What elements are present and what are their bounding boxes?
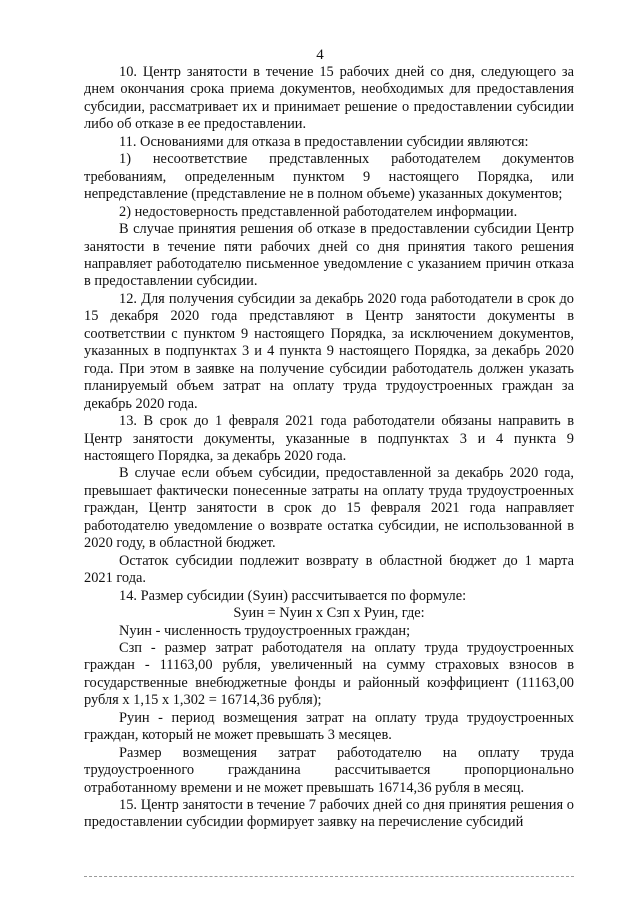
paragraph-14: 14. Размер субсидии (Sуин) рассчитывается по формуле:: [119, 587, 467, 604]
paragraph-11-item-1: 1) несоответствие представленных работодателем документов требованиям, определенным пунктом 9 настоящего Порядка, или непредставление (представление не в полном объеме) указанных документов;: [84, 151, 574, 203]
page-number: 4: [316, 47, 324, 63]
paragraph-11: 11. Основаниями для отказа в предоставлении субсидии являются:: [119, 133, 529, 150]
paragraph-15: 15. Центр занятости в течение 7 рабочих дней со дня принятия решения о предоставлении субсидии формирует заявку на перечисление субсидий: [84, 797, 574, 831]
definition-nuin: Nуин - численность трудоустроенных граждан;: [119, 622, 411, 639]
paragraph-refusal-notice: В случае принятия решения об отказе в предоставлении субсидии Центр занятости в течение пяти рабочих дней со дня принятия такого решения направляет работодателю письменное уведомление с указанием причин отказа в предоставлении субсидии.: [84, 221, 574, 290]
definition-szp: Сзп - размер затрат работодателя на оплату труда трудоустроенных граждан - 11163,00 рубля, увеличенный на сумму страховых взносов в государственные внебюджетные фонды и районный коэффициент (11163,00 рубля х 1,15 х 1,302 = 16714,36 рубля);: [84, 639, 574, 709]
paragraph-reimbursement-limit: Размер возмещения затрат работодателю на оплату труда трудоустроенного гражданина рассчитывается пропорционально отработанному времени и не может превышать 16714,36 рубля в месяц.: [84, 744, 574, 796]
paragraph-13: 13. В срок до 1 февраля 2021 года работодатели обязаны направить в Центр занятости документы, указанные в подпунктах 3 и 4 пункта 9 настоящего Порядка, за декабрь 2020 года.: [84, 413, 574, 464]
bottom-divider: [84, 876, 574, 877]
paragraph-10: 10. Центр занятости в течение 15 рабочих дней со дня, следующего за днем окончания срока приема документов, необходимых для предоставления субсидии, рассматривает их и принимает решение о предоставлении субсидии либо об отказе в ее предоставлении.: [84, 64, 574, 133]
paragraph-13-return: Остаток субсидии подлежит возврату в областной бюджет до 1 марта 2021 года.: [84, 552, 574, 587]
paragraph-12: 12. Для получения субсидии за декабрь 2020 года работодатели в срок до 15 декабря 2020 года представляют в Центр занятости документы в соответствии с пунктом 9 настоящего Порядка, за исключением документов, указанных в подпунктах 3 и 4 пункта 9 настоящего Порядка, за декабрь 2020 года. При этом в заявке на получение субсидии работодатель должен указать планируемый объем затрат на оплату труда трудоустроенных граждан за декабрь 2020 года.: [84, 290, 574, 412]
subsidy-formula: Sуин = Nуин х Сзп х Руин, где:: [233, 605, 425, 622]
document-body: [84, 64, 574, 832]
paragraph-13-excess: В случае если объем субсидии, предоставленной за декабрь 2020 года, превышает фактически понесенные затраты на оплату труда трудоустроенных граждан, Центр занятости в срок до 15 февраля 2021 года направляет работодателю уведомление о возврате остатка субсидии, не использованной в 2020 году, в областной бюджет.: [84, 465, 574, 552]
paragraph-11-item-2: 2) недостоверность представленной работодателем информации.: [119, 203, 518, 220]
definition-ruin: Руин - период возмещения затрат на оплату труда трудоустроенных граждан, который не может превышать 3 месяцев.: [84, 709, 574, 744]
